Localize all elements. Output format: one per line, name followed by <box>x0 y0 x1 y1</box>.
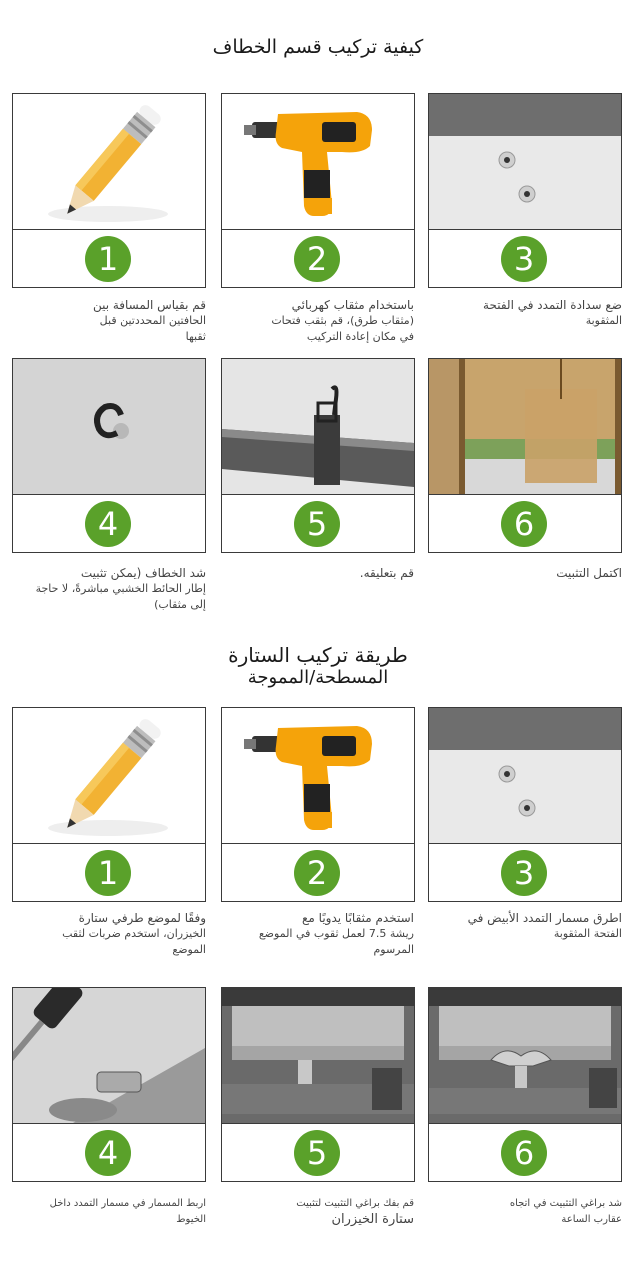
step-card-4 <box>12 987 206 1182</box>
step-card-5 <box>221 358 415 553</box>
hanging-hook-photo <box>222 359 414 494</box>
pencil-icon <box>13 708 205 843</box>
drill-icon <box>222 94 414 229</box>
step-number-badge: 3 <box>501 850 547 896</box>
step-caption-3 <box>426 910 622 942</box>
step-caption-6 <box>426 1196 622 1228</box>
step-caption-6 <box>426 565 622 581</box>
caption-line: الفتحة المثقوبة <box>553 927 622 940</box>
caption-line: المرسوم <box>373 943 414 956</box>
step-number-badge: 5 <box>294 1130 340 1176</box>
caption-line: اطرق مسمار التمدد الأبيض في <box>467 911 622 925</box>
caption-line: إطار الحائط الخشبي مباشرةً، لا حاجة <box>35 582 206 595</box>
step-card-6 <box>428 987 622 1182</box>
caption-line: قم بتعليقه. <box>359 566 414 580</box>
step-card-3 <box>428 93 622 288</box>
caption-line: شد الخطاف (يمكن تثبيت <box>80 566 206 580</box>
caption-line: الخيزران، استخدم ضربات لثقب <box>62 927 206 940</box>
step-card-1 <box>12 707 206 902</box>
step-number-badge: 6 <box>501 1130 547 1176</box>
caption-line: (مثقاب طرق)، قم بثقب فتحات <box>271 314 414 327</box>
caption-line: في مكان إعادة التركيب <box>306 330 414 343</box>
step-caption-3 <box>426 297 622 329</box>
caption-line: المثقوبة <box>585 314 622 327</box>
caption-line: استخدم مثقابًا يدويًا مع <box>302 911 414 925</box>
step-number-badge: 5 <box>294 501 340 547</box>
section2-subtitle: المسطحة/المموجة <box>247 667 389 688</box>
caption-line: ضع سدادة التمدد في الفتحة <box>483 298 622 312</box>
caption-line: الخيوط <box>176 1214 206 1225</box>
caption-line: عقارب الساعة <box>561 1214 622 1225</box>
caption-line: قم بقياس المسافة بين <box>92 298 206 312</box>
step-number-badge: 2 <box>294 236 340 282</box>
step-number-badge: 4 <box>85 501 131 547</box>
step-caption-1 <box>10 297 206 345</box>
wingnut-photo <box>429 988 621 1123</box>
installed-blind-photo <box>429 359 621 494</box>
step-card-3 <box>428 707 622 902</box>
step-number-badge: 6 <box>501 501 547 547</box>
caption-line: الموضع <box>172 943 206 956</box>
caption-line: ثقبها <box>185 330 206 343</box>
step-caption-5 <box>218 565 414 581</box>
caption-line: شد براغي التثبيت في اتجاه <box>509 1198 622 1209</box>
wall-anchor-photo <box>429 708 621 843</box>
step-caption-2 <box>218 297 414 345</box>
section1-title: كيفية تركيب قسم الخطاف <box>212 36 424 58</box>
screwdriver-photo <box>13 988 205 1123</box>
step-card-2 <box>221 93 415 288</box>
bracket-photo <box>222 988 414 1123</box>
step-card-4 <box>12 358 206 553</box>
wall-anchor-photo <box>429 94 621 229</box>
hook-photo <box>13 359 205 494</box>
drill-icon <box>222 708 414 843</box>
step-caption-5 <box>218 1196 414 1228</box>
caption-line: إلى مثقاب) <box>154 598 206 611</box>
step-number-badge: 1 <box>85 850 131 896</box>
step-number-badge: 1 <box>85 236 131 282</box>
step-card-2 <box>221 707 415 902</box>
step-number-badge: 4 <box>85 1130 131 1176</box>
section2-title: طريقة تركيب الستارة <box>228 643 408 667</box>
caption-line: وفقًا لموضع طرفي ستارة <box>78 911 206 925</box>
step-caption-4 <box>10 565 206 613</box>
caption-line: ستارة الخيزران <box>331 1212 414 1227</box>
caption-line: اربط المسمار في مسمار التمدد داخل <box>49 1198 206 1209</box>
step-card-5 <box>221 987 415 1182</box>
step-card-6 <box>428 358 622 553</box>
step-card-1 <box>12 93 206 288</box>
pencil-icon <box>13 94 205 229</box>
caption-line: اكتمل التثبيت <box>556 566 622 580</box>
step-caption-1 <box>10 910 206 958</box>
caption-line: قم بفك براغي التثبيت لتثبيت <box>296 1198 414 1209</box>
step-number-badge: 2 <box>294 850 340 896</box>
step-caption-2 <box>218 910 414 958</box>
step-caption-4 <box>10 1196 206 1228</box>
caption-line: الحافتين المحددتين قبل <box>99 314 206 327</box>
caption-line: ريشة 7.5 لعمل ثقوب في الموضع <box>258 927 414 940</box>
step-number-badge: 3 <box>501 236 547 282</box>
caption-line: باستخدام مثقاب كهربائي <box>291 298 414 312</box>
